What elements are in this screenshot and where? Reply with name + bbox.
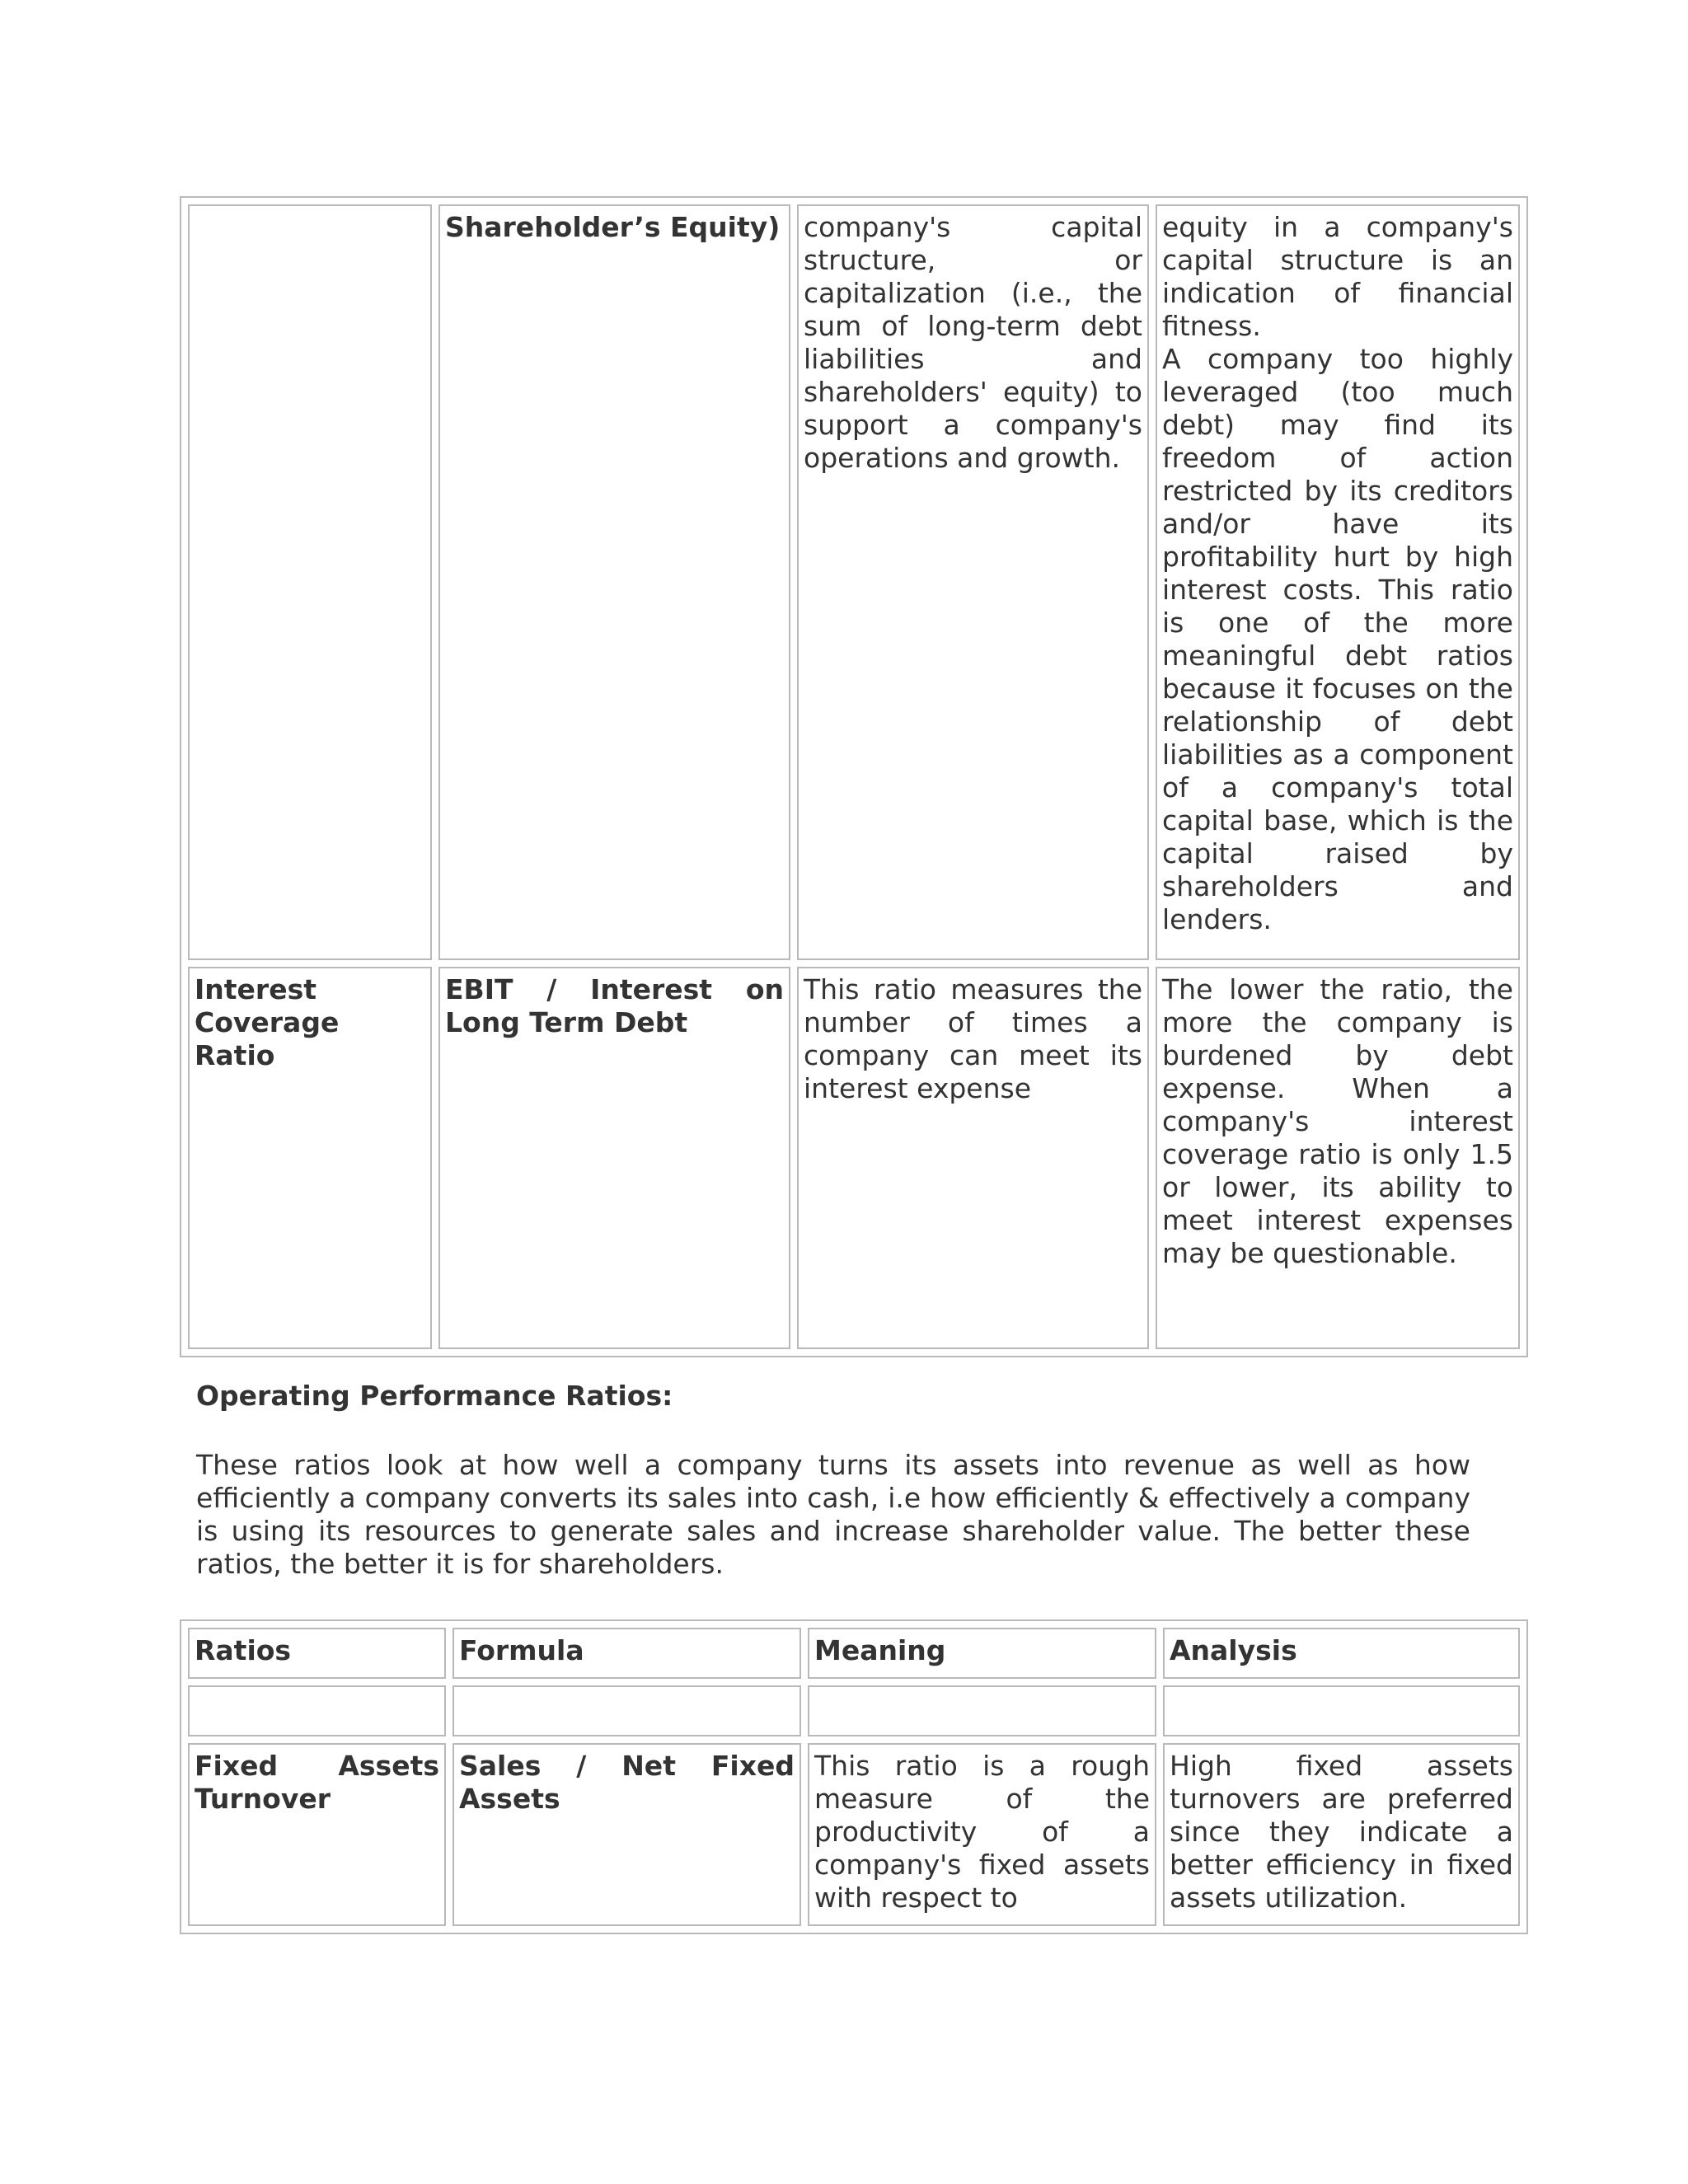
section-intro-paragraph: These ratios look at how well a company turns its assets into revenue as well as how efficiently a company converts its sales into cash, i.e how efficiently & effectively a company is using its resources to generate sales and increase shareholder value. The better these ratios, the better it is for shareholders. bbox=[196, 1449, 1470, 1580]
analysis-cell: The lower the ratio, the more the company is burdened by debt expense. When a company's interest coverage ratio is only 1.5 or lower, its ability to meet interest expenses may be questionable. bbox=[1156, 967, 1520, 1349]
empty-cell bbox=[808, 1685, 1156, 1736]
ratio-cell bbox=[188, 204, 432, 960]
header-formula: Formula bbox=[452, 1628, 801, 1679]
meaning-cell: This ratio measures the number of times a company can meet its interest expense bbox=[797, 967, 1149, 1349]
table-row bbox=[188, 204, 1520, 960]
formula-cell: Shareholder’s Equity) bbox=[438, 204, 790, 960]
analysis-cell: High fixed assets turnovers are preferred since they indicate a better efficiency in fixed assets utilization. bbox=[1163, 1743, 1520, 1926]
ratio-cell: Fixed Assets Turnover bbox=[188, 1743, 446, 1926]
table-header-row bbox=[188, 1628, 1520, 1679]
debt-ratios-table bbox=[180, 196, 1528, 1357]
meaning-cell: This ratio is a rough measure of the productivity of a company's fixed assets with respect to bbox=[808, 1743, 1156, 1926]
empty-row bbox=[188, 1685, 1520, 1736]
header-ratios: Ratios bbox=[188, 1628, 446, 1679]
formula-cell: EBIT / Interest on Long Term Debt bbox=[438, 967, 790, 1349]
formula-cell: Sales / Net Fixed Assets bbox=[452, 1743, 801, 1926]
header-analysis: Analysis bbox=[1163, 1628, 1520, 1679]
ratio-cell: Interest Coverage Ratio bbox=[188, 967, 432, 1349]
analysis-paragraph: equity in a company's capital structure is an indication of financial fitness. bbox=[1162, 211, 1513, 342]
section-title: Operating Performance Ratios: bbox=[196, 1380, 673, 1412]
header-meaning: Meaning bbox=[808, 1628, 1156, 1679]
meaning-cell: company's capital structure, or capitalization (i.e., the sum of long-term debt liabilities and shareholders' equity) to support a company's operations and growth. bbox=[797, 204, 1149, 960]
analysis-cell bbox=[1156, 204, 1520, 960]
empty-cell bbox=[188, 1685, 446, 1736]
analysis-paragraph: A company too highly leveraged (too much debt) may find its freedom of action restricted by its creditors and/or have its profitability hurt by high interest costs. This ratio is one of the more meaningful debt ratios because it focuses on the relationship of debt liabilities as a component of a company's total capital base, which is the capital raised by shareholders and lenders. bbox=[1162, 343, 1513, 935]
empty-cell bbox=[1163, 1685, 1520, 1736]
operating-ratios-table bbox=[180, 1619, 1528, 1934]
table-row bbox=[188, 967, 1520, 1349]
empty-cell bbox=[452, 1685, 801, 1736]
table-row bbox=[188, 1743, 1520, 1926]
